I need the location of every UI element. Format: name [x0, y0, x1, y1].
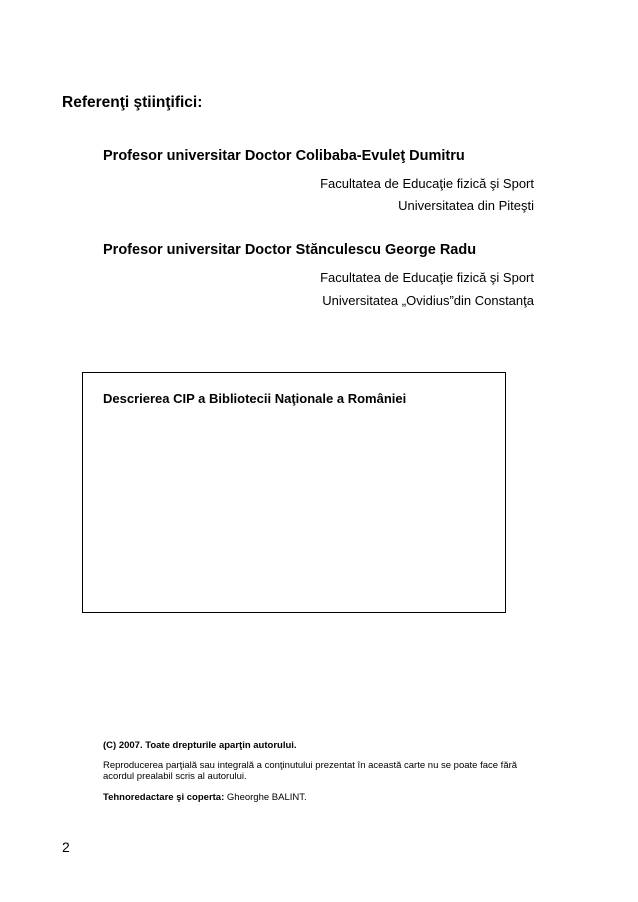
referee-faculty-2: Facultatea de Educaţie fizică şi Sport — [320, 270, 534, 285]
referee-university-2: Universitatea „Ovidius”din Constanţa — [322, 293, 534, 308]
referee-faculty-1: Facultatea de Educaţie fizică şi Sport — [320, 176, 534, 191]
cip-box — [82, 372, 506, 613]
referee-name-2: Profesor universitar Doctor Stănculescu George Radu — [103, 242, 477, 258]
reproduction-notice: Reproducerea parţială sau integrală a conţinutului prezentat în această carte nu se poate face fără acordul prealabil scris al autorului. — [103, 760, 518, 782]
tech-credit — [103, 792, 543, 803]
referee-university-1: Universitatea din Piteşti — [398, 198, 534, 213]
section-heading: Referenţi ştiinţifici: — [62, 94, 203, 111]
tech-credit-label: Tehnoredactare şi coperta: — [103, 792, 225, 803]
copyright-notice: (C) 2007. Toate drepturile aparţin autorului. — [103, 740, 297, 751]
cip-title: Descrierea CIP a Bibliotecii Naţionale a României — [103, 391, 407, 406]
page-number: 2 — [62, 839, 70, 855]
tech-credit-value: Gheorghe BALINT. — [224, 792, 307, 803]
referee-name-1: Profesor universitar Doctor Colibaba-Evuleţ Dumitru — [103, 148, 465, 164]
